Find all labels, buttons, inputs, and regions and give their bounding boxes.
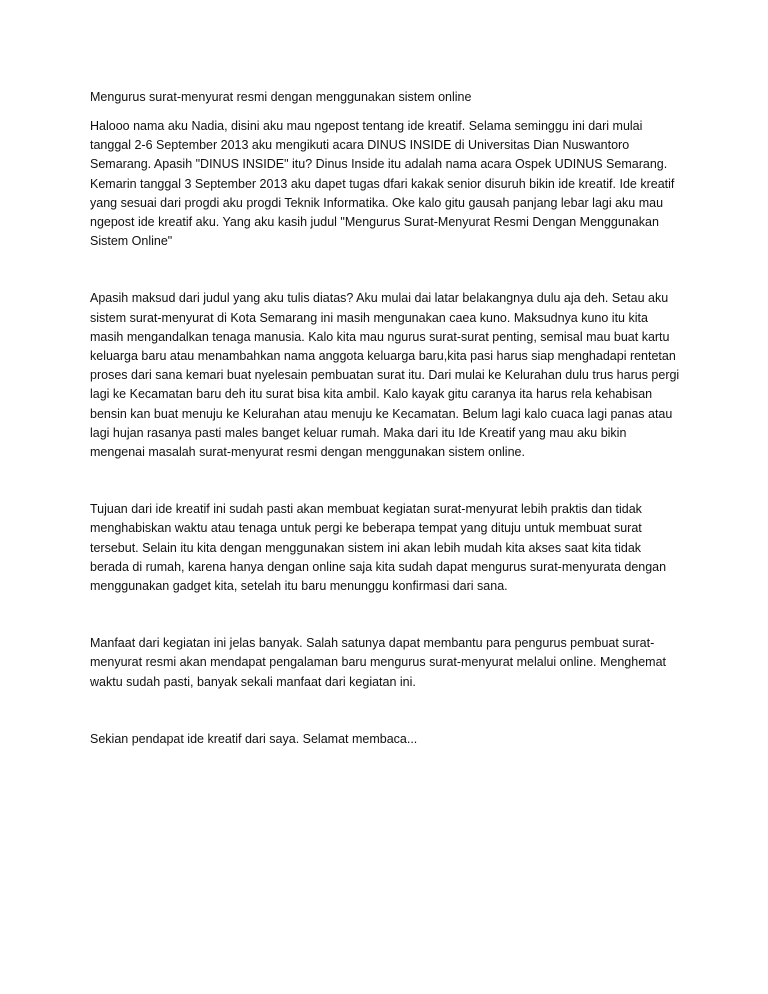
paragraph-intro: Halooo nama aku Nadia, disini aku mau ngepost tentang ide kreatif. Selama seminggu ini dari mulai tanggal 2-6 September 2013 aku mengikuti acara DINUS INSIDE di Universitas Dian Nuswantoro Semarang. Apasih "DINUS INSIDE" itu? Dinus Inside itu adalah nama acara Ospek UDINUS Semarang. Kemarin tanggal 3 September 2013 aku dapet tugas dfari kakak senior disuruh bikin ide kreatif. Ide kreatif yang sesuai dari progdi aku progdi Teknik Informatika. Oke kalo gitu gausah panjang lebar lagi aku mau ngepost ide kreatif aku. Yang aku kasih judul "Mengurus Surat-Menyurat Resmi Dengan Menggunakan Sistem Online" bbox=[90, 119, 675, 249]
document-body bbox=[90, 88, 682, 749]
document-title: Mengurus surat-menyurat resmi dengan menggunakan sistem online bbox=[90, 90, 472, 104]
paragraph-closing: Sekian pendapat ide kreatif dari saya. Selamat membaca... bbox=[90, 731, 418, 746]
paragraph-background: Apasih maksud dari judul yang aku tulis diatas? Aku mulai dai latar belakangnya dulu aja deh. Setau aku sistem surat-menyurat di Kota Semarang ini masih mengunakan caea kuno. Maksudnya kuno itu kita masih mengandalkan tenaga manusia. Kalo kita mau ngurus surat-surat penting, semisal mau buat kartu keluarga baru atau menambahkan nama anggota keluarga baru,kita pasi harus siap menghadapi rentetan proses dari sana kemari buat nyelesain pembuatan surat itu. Dari mulai ke Kelurahan dulu trus harus pergi lagi ke Kecamatan baru deh itu surat bisa kita ambil. Kalo kayak gitu caranya ita harus rela kehabisan bensin kan buat menuju ke Kelurahan atau menuju ke Kecamatan. Belum lagi kalo cuaca lagi panas atau lagi hujan rasanya pasti males banget keluar rumah. Maka dari itu Ide Kreatif yang mau aku bikin mengenai masalah surat-menyurat resmi dengan menggunakan sistem online. bbox=[90, 291, 680, 460]
paragraph-purpose: Tujuan dari ide kreatif ini sudah pasti akan membuat kegiatan surat-menyurat lebih praktis dan tidak menghabiskan waktu atau tenaga untuk pergi ke beberapa tempat yang dituju untuk membuat surat tersebut. Selain itu kita dengan menggunakan sistem ini akan lebih mudah kita akses saat kita tidak berada di rumah, karena hanya dengan online saja kita sudah dapat mengurus surat-menyurata dengan menggunakan gadget kita, setelah itu baru menunggu konfirmasi dari sana. bbox=[90, 502, 667, 594]
paragraph-benefits: Manfaat dari kegiatan ini jelas banyak. Salah satunya dapat membantu para pengurus pembuat surat-menyurat resmi akan mendapat pengalaman baru mengurus surat-menyurat melalui online. Menghemat waktu sudah pasti, banyak sekali manfaat dari kegiatan ini. bbox=[90, 636, 667, 689]
